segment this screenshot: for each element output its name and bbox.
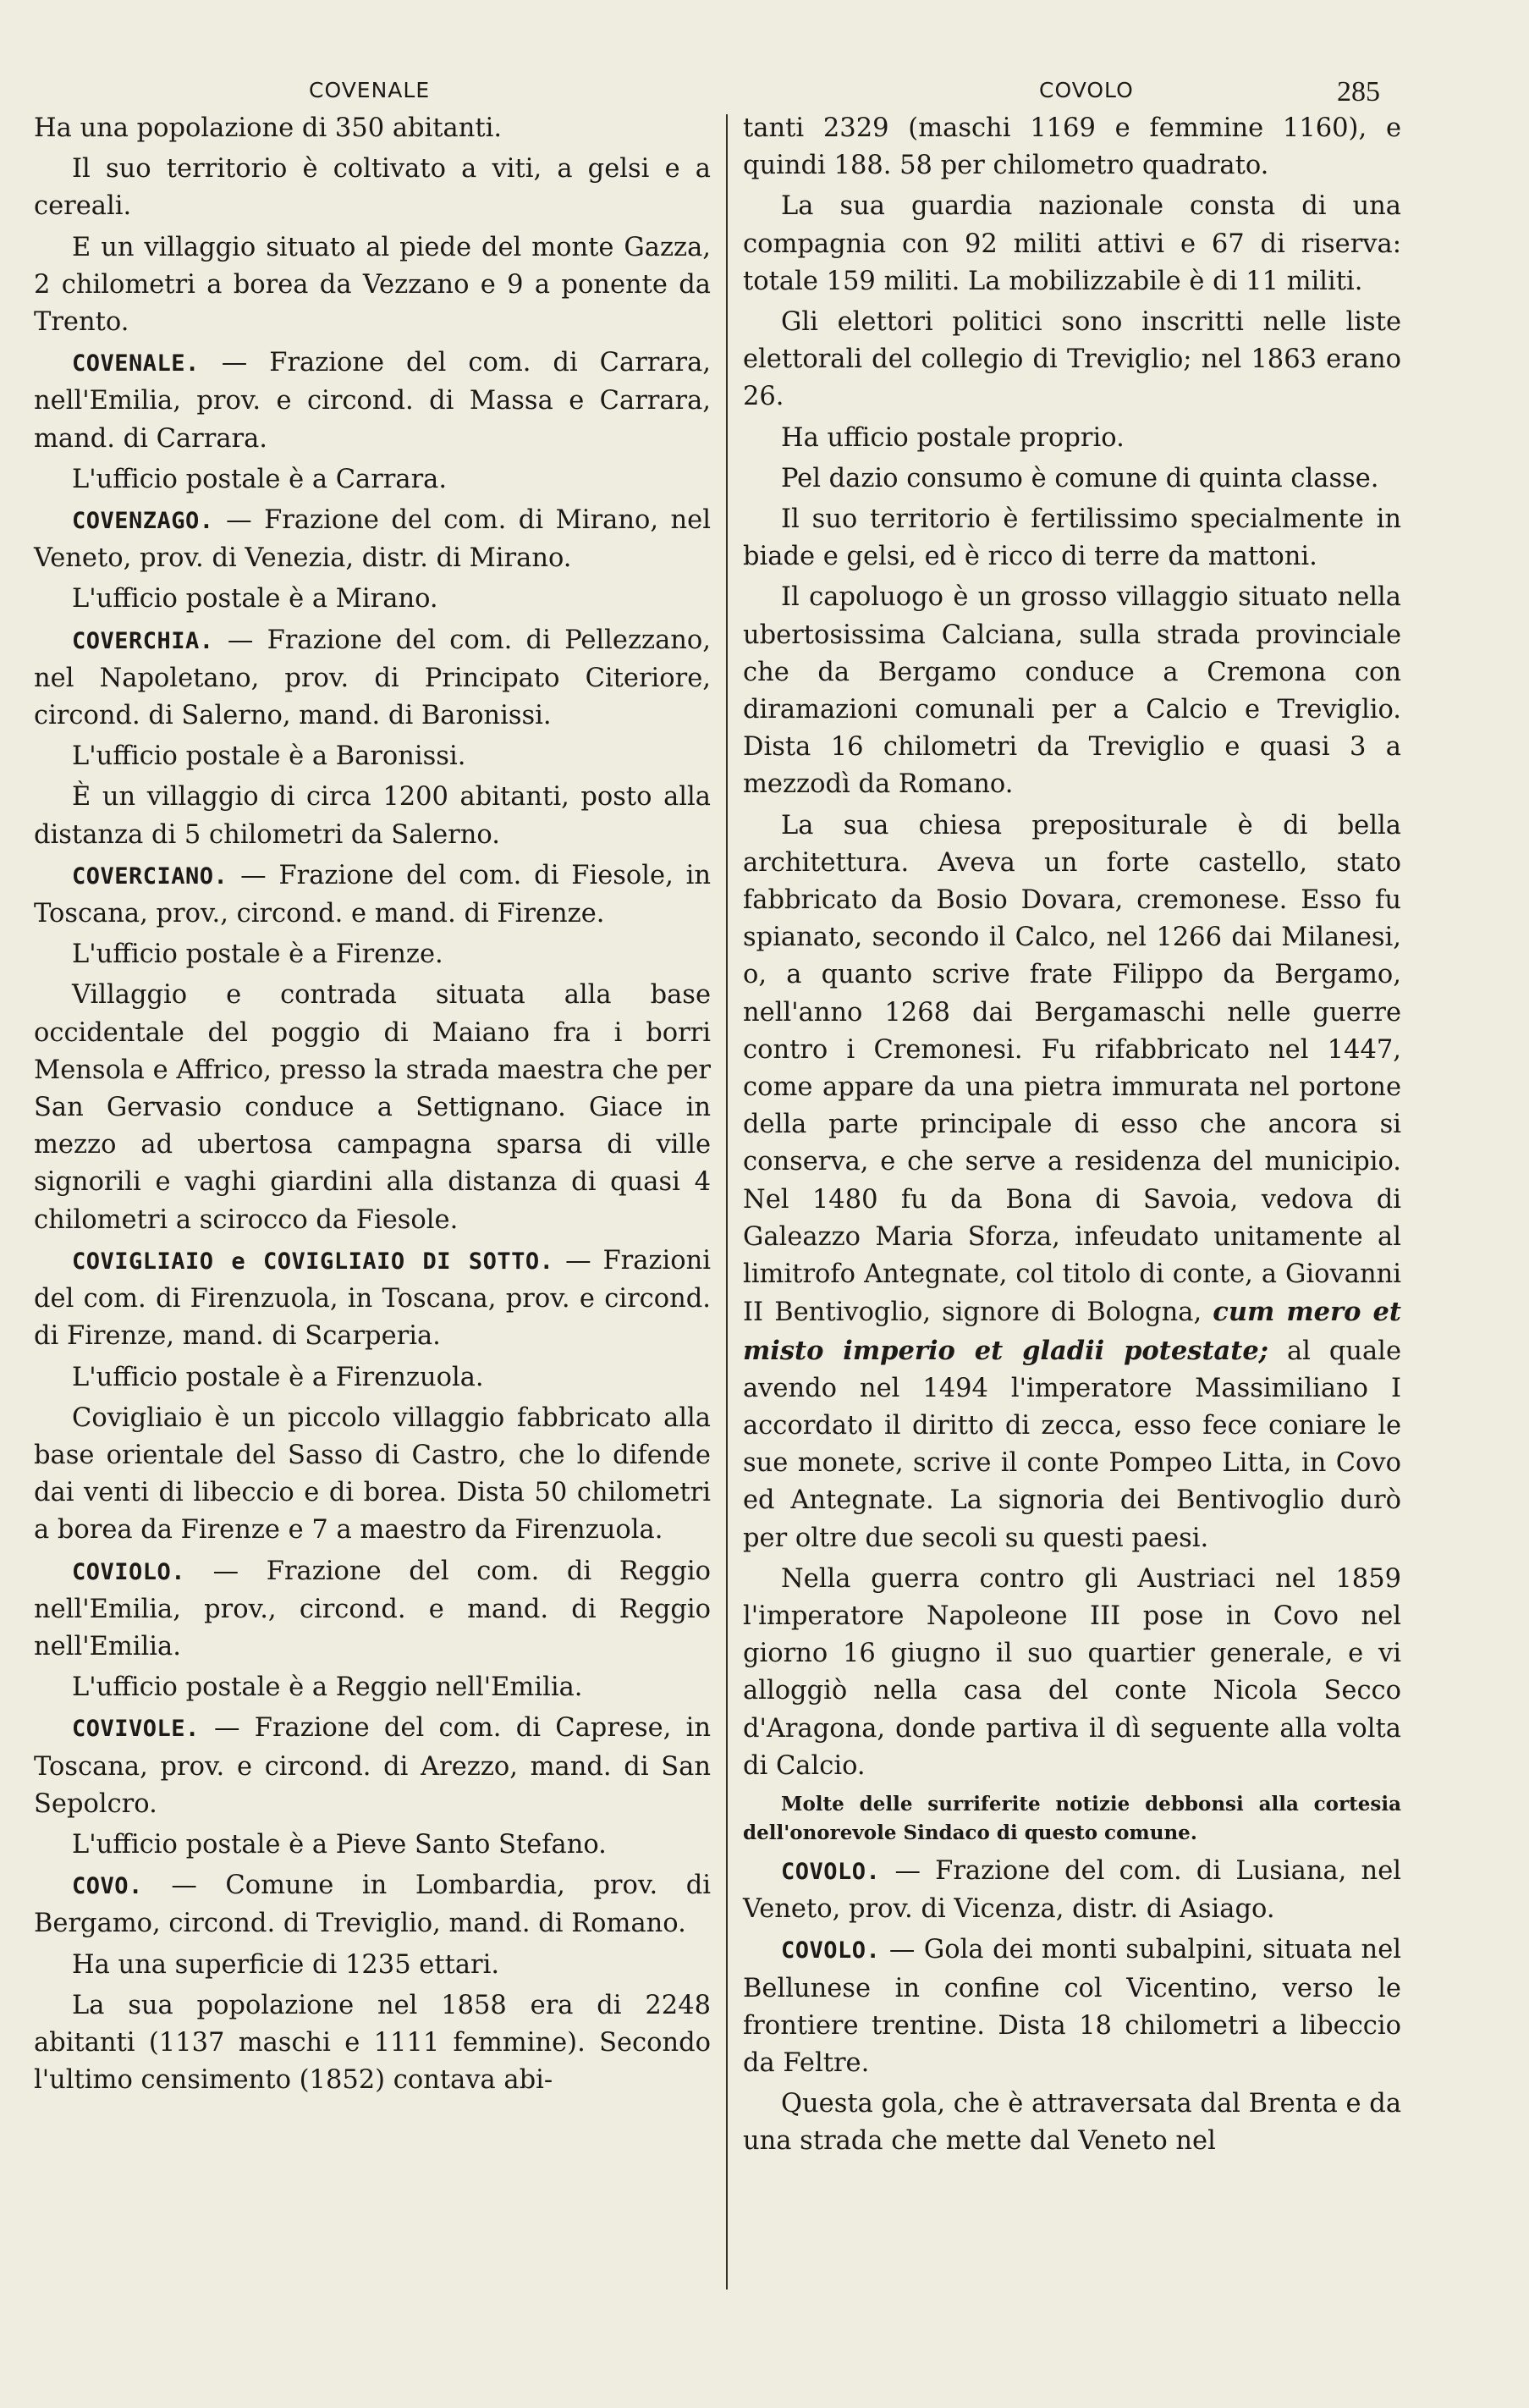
entry-text: — Frazione del com. di Caprese, in Toscana, prov. e circond. di Arezzo, mand. di San Sepolcro.: [34, 1713, 711, 1819]
paragraph: È un villaggio di circa 1200 abitanti, posto alla distanza di 5 chilometri da Salerno.: [34, 782, 711, 850]
footnote: Molte delle surriferite notizie debbonsi alla cortesia dell'onorevole Sindaco di questo comune.: [743, 1792, 1401, 1844]
paragraph: L'ufficio postale è a Pieve Santo Stefano.: [72, 1829, 607, 1860]
paragraph: La sua popolazione nel 1858 era di 2248 abitanti (1137 maschi e 1111 femmine). Secondo l'ultimo censimento (1852) contava abi-: [34, 1990, 711, 2096]
entry-headword: COVOLO.: [781, 1858, 881, 1885]
paragraph: L'ufficio postale è a Reggio nell'Emilia.: [72, 1672, 583, 1703]
entry-headword: COVENZAGO.: [72, 508, 214, 535]
entry-headword: COVIGLIAIO e COVIGLIAIO DI SOTTO.: [72, 1248, 554, 1275]
entry-text: — Frazione del com. di Mirano, nel Veneto, prov. di Venezia, distr. di Mirano.: [34, 505, 711, 574]
gazetteer-entry: [743, 1853, 1401, 1928]
paragraph: La sua guardia nazionale consta di una compagnia con 92 militi attivi e 67 di riserva: totale 159 militi. La mobilizzabile è di 11 militi.: [743, 191, 1401, 296]
paragraph: [743, 807, 1401, 1557]
paragraph: Covigliaio è un piccolo villaggio fabbricato alla base orientale del Sasso di Castro, che lo difende dai venti di libeccio e di borea. Dista 50 chilometri a borea da Firenze e 7 a maestro da Firenzuola.: [34, 1402, 711, 1546]
page-number: 285: [1337, 76, 1380, 107]
gazetteer-entry: [34, 857, 711, 933]
paragraph: Il suo territorio è coltivato a viti, a gelsi e a cereali.: [34, 154, 711, 222]
paragraph: Gli elettori politici sono inscritti nelle liste elettorali del collegio di Treviglio; nel 1863 erano 26.: [743, 307, 1401, 412]
entry-headword: COVENALE.: [72, 350, 200, 377]
gazetteer-entry: [34, 344, 711, 458]
paragraph-text: La sua chiesa prepositurale è di bella architettura. Aveva un forte castello, stato fabbricato da Bosio Dovara, cremonese. Esso fu spianato, secondo il Calco, nel 1266 dai Milanesi, o, a quanto scrive frate Filippo da Bergamo, nell'anno 1268 dai Bergamaschi nelle guerre contro i Cremonesi. Fu rifabbricato nel 1447, come appare da una pietra immurata nel portone della parte principale di esso che ancora si conserva, e che serve a residenza del municipio. Nel 1480 fu da Bona di Savoia, vedova di Galeazzo Maria Sforza, infeudato unitamente al limitrofo Antegnate, col titolo di conte, a Giovanni II Bentivoglio, signore di Bologna,: [743, 810, 1401, 1328]
entry-headword: COVERCHIA.: [72, 627, 214, 654]
gazetteer-entry: [34, 502, 711, 577]
gazetteer-entry: [34, 1243, 711, 1356]
paragraph: Ha una superficie di 1235 ettari.: [72, 1949, 500, 1980]
right-column: [743, 110, 1401, 2164]
paragraph: L'ufficio postale è a Firenzuola.: [72, 1362, 484, 1392]
paragraph: Ha ufficio postale proprio.: [781, 422, 1125, 453]
paragraph: Pel dazio consumo è comune di quinta classe.: [781, 463, 1379, 493]
paragraph: Villaggio e contrada situata alla base occidentale del poggio di Maiano fra i borri Mensola e Affrico, presso la strada maestra che per San Gervasio conduce a Settignano. Giace in mezzo ad ubertosa campagna sparsa di ville signorili e vaghi giardini alla distanza di quasi 4 chilometri a scirocco da Fiesole.: [34, 980, 712, 1235]
entry-text: — Frazione del com. di Pellezzano, nel Napoletano, prov. di Principato Citeriore, circond. di Salerno, mand. di Baronissi.: [34, 625, 711, 731]
entry-text: — Comune in Lombardia, prov. di Bergamo, circond. di Treviglio, mand. di Romano.: [34, 1871, 711, 1939]
entry-text: — Frazione del com. di Fiesole, in Toscana, prov., circond. e mand. di Firenze.: [34, 860, 711, 929]
entry-headword: COVERCIANO.: [72, 862, 228, 890]
paragraph: tanti 2329 (maschi 1169 e femmine 1160), e quindi 188. 58 per chilometro quadrato.: [743, 113, 1401, 181]
gazetteer-entry: [743, 1931, 1401, 2082]
right-running-head: COVOLO: [1039, 78, 1134, 102]
entry-text: — Frazioni del com. di Firenzuola, in Toscana, prov. e circond. di Firenze, mand. di Scarperia.: [34, 1245, 711, 1352]
entry-headword: COVIOLO.: [72, 1558, 186, 1585]
entry-text: — Frazione del com. di Carrara, nell'Emilia, prov. e circond. di Massa e Carrara, mand. di Carrara.: [34, 348, 711, 454]
paragraph: Nella guerra contro gli Austriaci nel 1859 l'imperatore Napoleone III pose in Covo nel giorno 16 giugno il suo quartier generale, e vi alloggiò nella casa del conte Nicola Secco d'Aragona, donde partiva il dì seguente alla volta di Calcio.: [743, 1563, 1401, 1781]
entry-text: — Gola dei monti subalpini, situata nel Bellunese in confine col Vicentino, verso le frontiere trentine. Dista 18 chilometri a libeccio da Feltre.: [743, 1935, 1401, 2078]
paragraph: E un villaggio situato al piede del monte Gazza, 2 chilometri a borea da Vezzano e 9 a ponente da Trento.: [34, 232, 711, 338]
paragraph: L'ufficio postale è a Firenze.: [72, 940, 443, 970]
paragraph-text: al quale avendo nel 1494 l'imperatore Massimiliano I accordato il diritto di zecca, esso fece coniare le sue monete, scrive il conte Pompeo Litta, in Covo ed Antegnate. La signoria dei Bentivoglio durò per oltre due secoli su questi paesi.: [743, 1336, 1401, 1553]
entry-headword: COVIVOLE.: [72, 1716, 200, 1743]
left-running-head: COVENALE: [309, 78, 431, 102]
column-divider: [726, 114, 728, 2290]
paragraph: L'ufficio postale è a Carrara.: [72, 464, 448, 494]
gazetteer-entry: [34, 1710, 711, 1823]
gazetteer-entry: [34, 622, 711, 736]
entry-text: — Frazione del com. di Lusiana, nel Veneto, prov. di Vicenza, distr. di Asiago.: [743, 1855, 1401, 1925]
entry-headword: COVOLO.: [781, 1937, 881, 1964]
entry-headword: COVO.: [72, 1873, 143, 1900]
entry-text: — Frazione del com. di Reggio nell'Emilia, prov., circond. e mand. di Reggio nell'Emilia.: [34, 1556, 711, 1661]
paragraph: Il capoluogo è un grosso villaggio situato nella ubertosissima Calciana, sulla strada provinciale che da Bergamo conduce a Cremona con diramazioni comunali per a Calcio e Treviglio. Dista 16 chilometri da Treviglio e quasi 3 a mezzodì da Romano.: [743, 582, 1401, 800]
paragraph: Il suo territorio è fertilissimo specialmente in biade e gelsi, ed è ricco di terre da mattoni.: [743, 504, 1401, 572]
paragraph: Questa gola, che è attraversata dal Brenta e da una strada che mette dal Veneto nel: [743, 2089, 1401, 2157]
latin-phrase: cum mero et misto imperio et gladii potestate;: [743, 1297, 1401, 1366]
paragraph: Ha una popolazione di 350 abitanti.: [34, 113, 503, 143]
paragraph: L'ufficio postale è a Baronissi.: [72, 741, 466, 772]
gazetteer-entry: [34, 1867, 711, 1942]
left-column: [34, 110, 711, 2102]
gazetteer-entry: [34, 1553, 711, 1667]
paragraph: L'ufficio postale è a Mirano.: [72, 584, 438, 614]
